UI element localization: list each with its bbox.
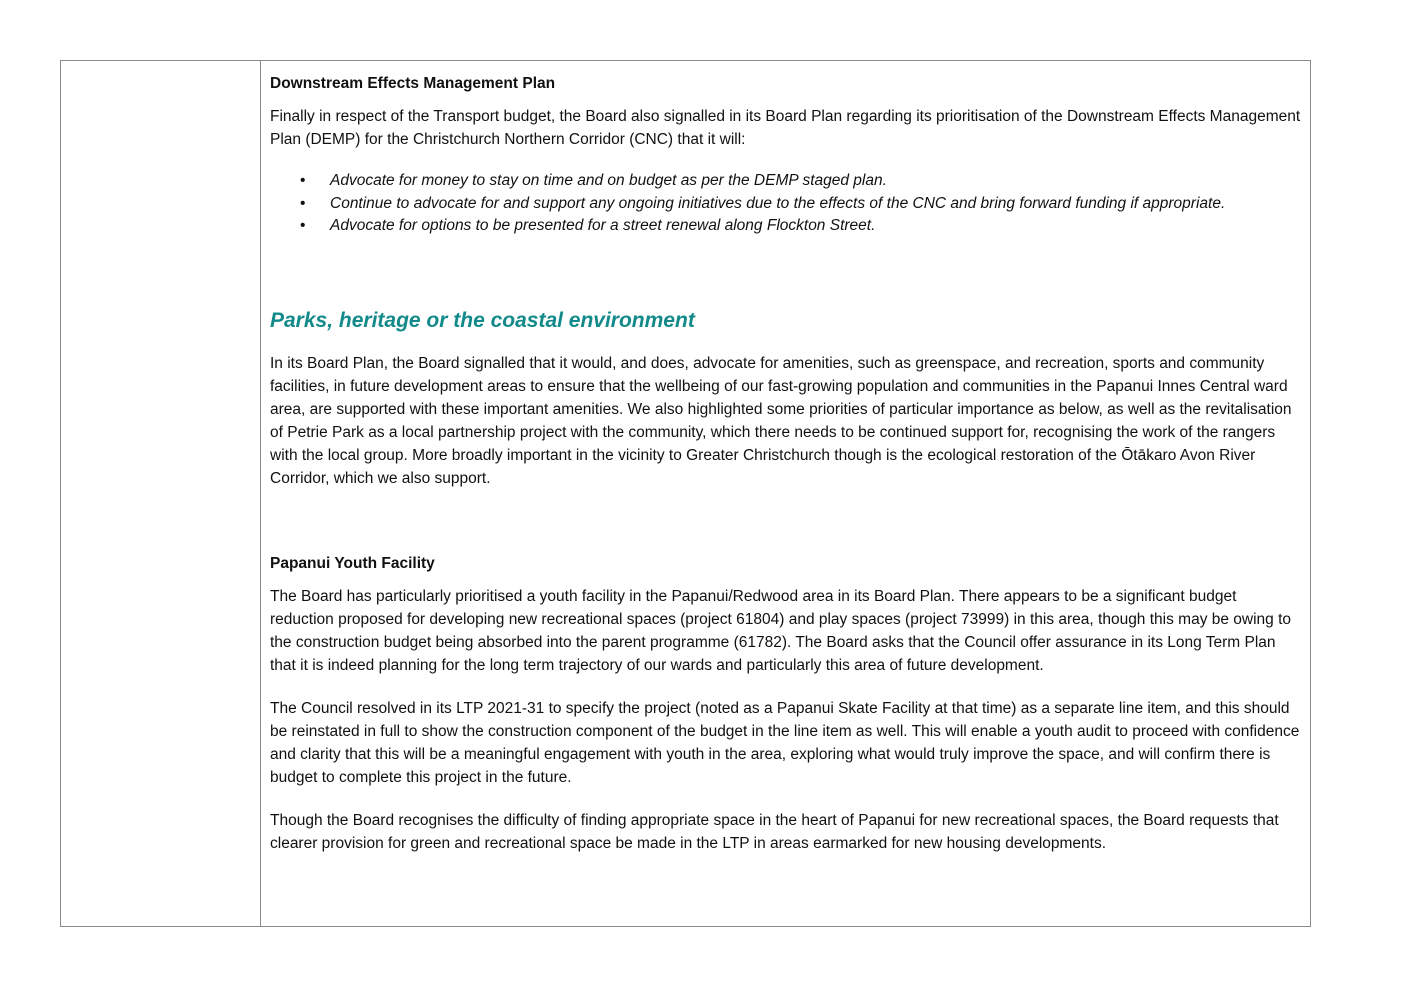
demp-intro: Finally in respect of the Transport budget, the Board also signalled in its Board Plan regarding its prioritisation of the Downstream Effects Management Plan (DEMP) for the Christchurch Northern Corridor (CNC) that it will: [270,108,1301,148]
table-content-cell [261,61,1310,926]
list-item: • Continue to advocate for and support any ongoing initiatives due to the effects of the CNC and bring forward funding if appropriate. [330,193,1304,216]
youth-paragraph: Though the Board recognises the difficulty of finding appropriate space in the heart of Papanui for new recreational spaces, the Board requests that clearer provision for green and recreational space be made in the LTP in areas earmarked for new housing developments. [270,811,1279,852]
youth-paragraph: The Council resolved in its LTP 2021-31 to specify the project (noted as a Papanui Skate Facility at that time) as a separate line item, and this should be reinstated in full to show the construction component of the budget in the line item as well. This will enable a youth audit to proceed with confidence and clarity that this will be a meaningful engagement with youth in the area, exploring what would truly improve the space, and will confirm there is budget to complete this project in the future. [270,699,1300,786]
table-left-cell [61,61,261,926]
youth-facility-heading: Papanui Youth Facility [270,554,435,572]
list-item: • Advocate for money to stay on time and on budget as per the DEMP staged plan. [330,170,1304,193]
list-item: • Advocate for options to be presented for a street renewal along Flockton Street. [330,215,1304,238]
parks-body: In its Board Plan, the Board signalled that it would, and does, advocate for amenities, such as greenspace, and recreation, sports and community facilities, in future development areas to ensure that the wellbeing of our fast-growing population and communities in the Papanui Innes Central ward area, are supported with these important amenities. We also highlighted some priorities of particular importance as below, as well as the revitalisation of Petrie Park as a local partnership project with the community, which there needs to be continued support for, recognising the work of the rangers with the local group. More broadly important in the vicinity to Greater Christchurch though is the ecological restoration of the Ōtākaro Avon River Corridor, which we also support. [270,354,1292,487]
parks-section-title: Parks, heritage or the coastal environment [270,308,695,332]
demp-bullet-list [270,170,1304,238]
demp-heading: Downstream Effects Management Plan [270,75,556,92]
document-table [60,60,1311,927]
youth-paragraph: The Board has particularly prioritised a youth facility in the Papanui/Redwood area in its Board Plan. There appears to be a significant budget reduction proposed for developing new recreational spaces (project 61804) and play spaces (project 73999) in this area, though this may be owing to the construction budget being absorbed into the parent programme (61782). The Board asks that the Council offer assurance in its Long Term Plan that it is indeed planning for the long term trajectory of our wards and particularly this area of future development. [270,587,1292,674]
